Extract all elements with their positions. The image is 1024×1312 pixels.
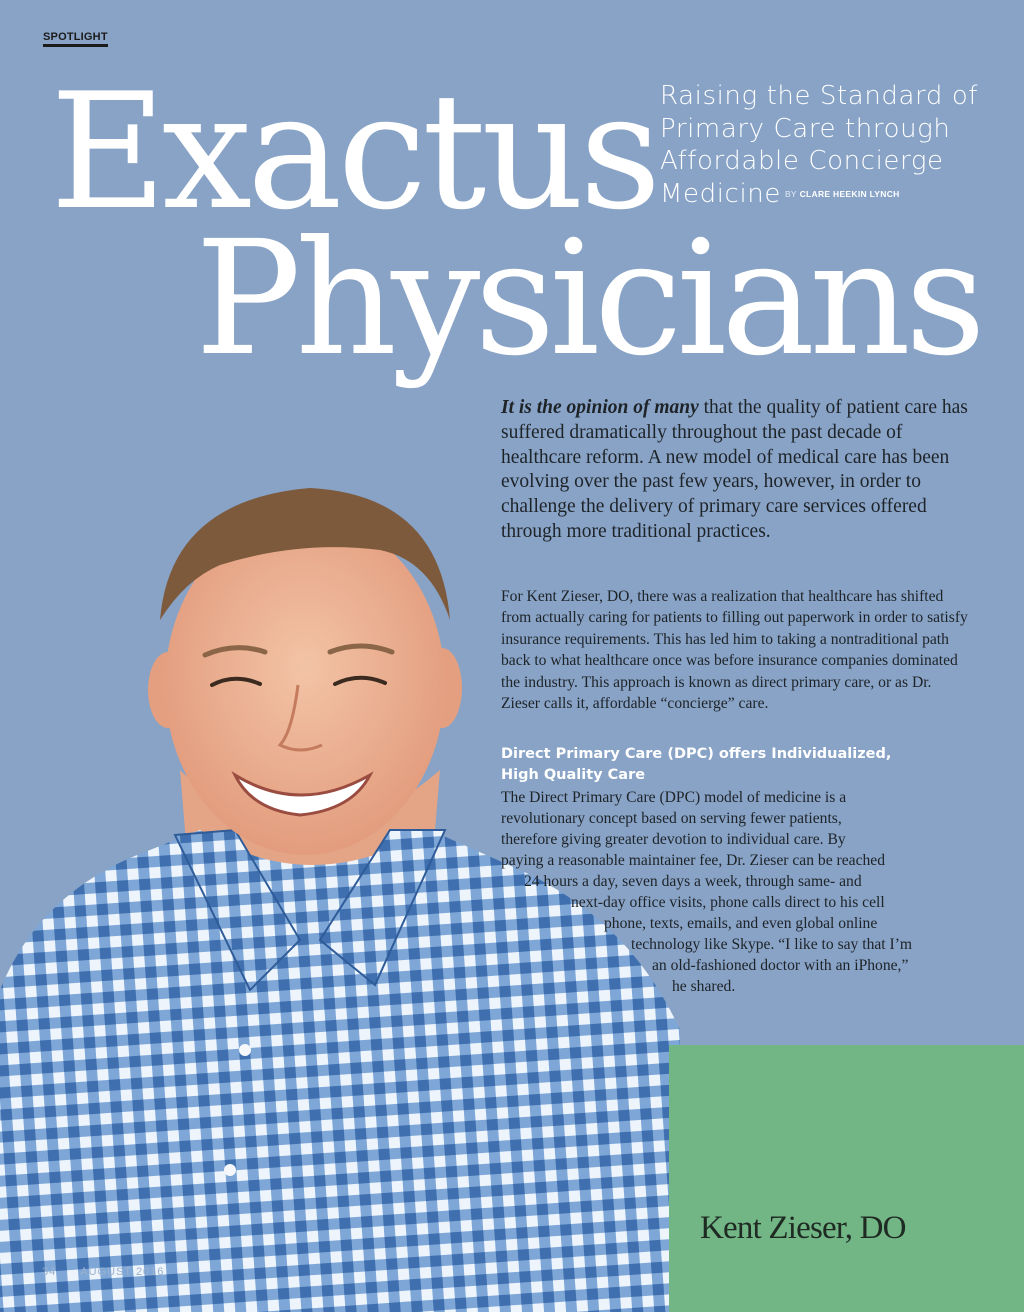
subtitle <box>660 80 1000 210</box>
body-paragraph-1: For Kent Zieser, DO, there was a realization that healthcare has shifted from actually caring for patients to filling out paperwork in order to satisfy insurance requirements. This has led him to taking a nontraditional path back to what healthcare once was before insurance companies dominated the industry. This approach is known as direct primary care, or as Dr. Zieser calls it, affordable “concierge” care. <box>501 588 968 713</box>
body-line: 24 hours a day, seven days a week, through same- and <box>524 873 862 890</box>
section-label: SPOTLIGHT <box>43 31 108 47</box>
subtitle-line: Affordable Concierge <box>660 146 944 176</box>
subtitle-last-word: Medicine <box>660 178 781 209</box>
issue-date: AUGUST 2016 <box>80 1266 165 1278</box>
subtitle-line: Raising the Standard of <box>660 81 979 111</box>
body-line: he shared. <box>672 978 736 995</box>
subheading-line-1: Direct Primary Care (DPC) offers Individualized, <box>501 746 892 762</box>
body-line: phone, texts, emails, and even global online <box>604 915 878 932</box>
lead-in: It is the opinion of many <box>501 397 699 418</box>
body-line: therefore giving greater devotion to individual care. By <box>501 831 846 848</box>
body-line: revolutionary concept based on serving fewer patients, <box>501 810 842 827</box>
author-name: CLARE HEEKIN LYNCH <box>799 188 900 199</box>
byline <box>785 189 900 199</box>
lead-paragraph <box>501 396 971 545</box>
body-line: next-day office visits, phone calls direct to his cell <box>571 894 885 911</box>
folio <box>42 1266 164 1278</box>
subheading-line-2: High Quality Care <box>501 767 646 783</box>
byline-prefix: BY <box>784 188 797 199</box>
lead-text: that the quality of patient care has suffered dramatically throughout the past decade of healthcare reform. A new model of medical care has been evolving over the past few years, however, in order to challenge the delivery of primary care services offered through more traditional practices. <box>501 397 968 542</box>
page-number: 34 <box>42 1266 57 1278</box>
subheading <box>501 744 971 786</box>
subtitle-line: Primary Care through <box>660 113 951 144</box>
subtitle-line <box>660 178 1000 211</box>
headline-line-2: Physicians <box>195 207 981 391</box>
photo-caption: Kent Zieser, DO <box>700 1210 906 1246</box>
body-line: technology like Skype. “I like to say that I’m <box>631 936 913 953</box>
body-line: The Direct Primary Care (DPC) model of medicine is a <box>501 789 847 806</box>
caption-block <box>669 1045 1024 1312</box>
body-line: paying a reasonable maintainer fee, Dr. Zieser can be reached <box>501 852 886 869</box>
headline-line-1: Exactus <box>50 58 657 245</box>
body-line: an old-fashioned doctor with an iPhone,” <box>652 957 909 974</box>
